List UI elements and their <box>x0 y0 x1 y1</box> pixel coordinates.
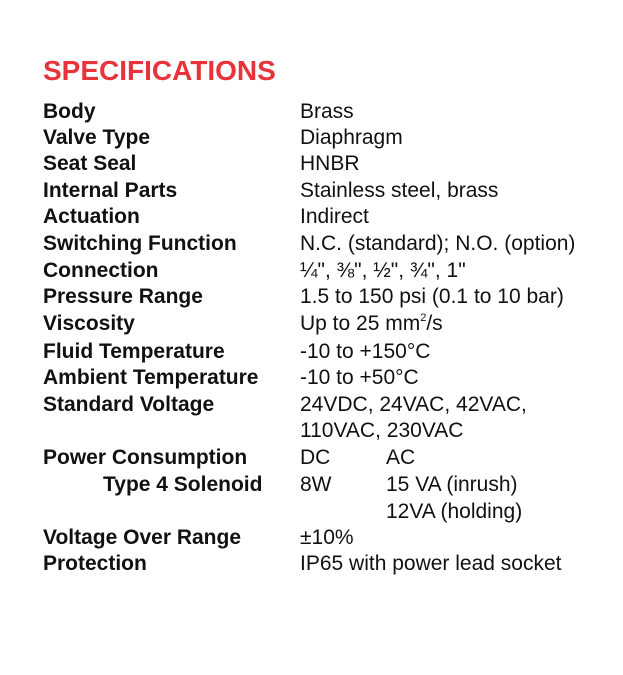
spec-label: Protection <box>43 552 147 575</box>
spec-row-body <box>43 99 618 125</box>
spec-label: Connection <box>43 259 159 282</box>
spec-row-valve-type <box>43 125 618 151</box>
spec-value: ¼", ⅜", ½", ¾", 1" <box>300 259 466 282</box>
spec-row-protection <box>43 551 618 577</box>
spec-label: Seat Seal <box>43 152 137 175</box>
spec-row-switching-function <box>43 231 618 257</box>
spec-value: ±10% <box>300 526 354 549</box>
spec-label: Standard Voltage <box>43 393 215 416</box>
spec-row-power-consumption <box>43 445 618 471</box>
spec-row-ambient-temperature <box>43 365 618 391</box>
spec-row-standard-voltage <box>43 392 618 418</box>
page-title: SPECIFICATIONS <box>43 55 276 86</box>
spec-row-seat-seal <box>43 151 618 177</box>
power-dc-value: 8W <box>300 473 332 496</box>
power-ac-value: 15 VA (inrush) <box>386 473 518 496</box>
spec-label: Pressure Range <box>43 285 203 308</box>
spec-value: Indirect <box>300 205 369 228</box>
spec-value: HNBR <box>300 152 360 175</box>
spec-label: Voltage Over Range <box>43 526 242 549</box>
spec-label: Power Consumption <box>43 446 248 469</box>
spec-value: IP65 with power lead socket <box>300 552 562 575</box>
power-col-dc: DC <box>300 446 331 469</box>
spec-row-type4-solenoid-cont <box>43 499 618 525</box>
spec-label: Valve Type <box>43 126 151 149</box>
spec-row-internal-parts <box>43 178 618 204</box>
spec-row-pressure-range <box>43 284 618 310</box>
spec-row-actuation <box>43 204 618 230</box>
spec-value: 1.5 to 150 psi (0.1 to 10 bar) <box>300 285 564 308</box>
spec-row-type4-solenoid <box>43 472 618 498</box>
power-ac-value: 12VA (holding) <box>386 500 523 523</box>
spec-value: 110VAC, 230VAC <box>300 419 464 442</box>
spec-sublabel: Type 4 Solenoid <box>103 473 263 496</box>
spec-value <box>300 311 443 337</box>
spec-label: Ambient Temperature <box>43 366 259 389</box>
viscosity-value-text: Up to 25 mm <box>300 312 421 335</box>
spec-label: Viscosity <box>43 312 135 335</box>
spec-value: -10 to +150°C <box>300 340 431 363</box>
spec-value: -10 to +50°C <box>300 366 419 389</box>
spec-row-viscosity <box>43 311 618 337</box>
spec-label: Switching Function <box>43 232 237 255</box>
spec-row-standard-voltage-cont <box>43 418 618 444</box>
spec-label: Internal Parts <box>43 179 178 202</box>
spec-row-fluid-temperature <box>43 339 618 365</box>
spec-value: Diaphragm <box>300 126 403 149</box>
spec-value: 24VDC, 24VAC, 42VAC, <box>300 393 527 416</box>
viscosity-unit-text: /s <box>426 312 443 335</box>
spec-label: Fluid Temperature <box>43 340 225 363</box>
spec-label: Actuation <box>43 205 140 228</box>
spec-value: Brass <box>300 100 354 123</box>
spec-value: Stainless steel, brass <box>300 179 499 202</box>
power-col-ac: AC <box>386 446 416 469</box>
superscript: 2 <box>420 312 427 324</box>
spec-row-voltage-over-range <box>43 525 618 551</box>
spec-value: N.C. (standard); N.O. (option) <box>300 232 576 255</box>
spec-label: Body <box>43 100 96 123</box>
spec-row-connection <box>43 258 618 284</box>
